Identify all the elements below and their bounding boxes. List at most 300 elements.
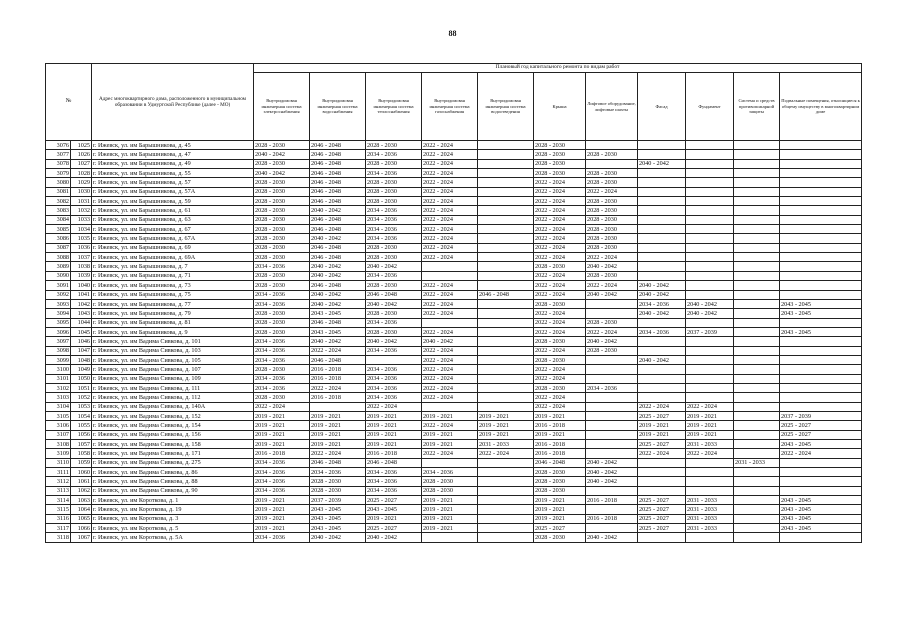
row-work-year: 2031 - 2033: [478, 440, 534, 449]
row-work-year: 2031 - 2033: [686, 440, 734, 449]
row-global-number: 3109: [46, 449, 71, 458]
row-local-number: 1053: [71, 402, 92, 411]
row-work-year: [586, 309, 638, 318]
row-address: г. Ижевск, ул. им Барышникова, д. 67: [92, 225, 254, 234]
row-work-year: 2028 - 2030: [534, 468, 586, 477]
row-work-year: [734, 309, 780, 318]
row-work-year: [478, 355, 534, 364]
row-work-year: [586, 411, 638, 420]
row-work-year: 2046 - 2048: [310, 318, 366, 327]
row-address: г. Ижевск, ул. им Барышникова, д. 69: [92, 243, 254, 252]
row-work-year: 2037 - 2039: [310, 496, 366, 505]
row-work-year: 2022 - 2024: [422, 253, 478, 262]
row-work-year: 2022 - 2024: [422, 374, 478, 383]
row-work-year: [780, 225, 862, 234]
row-work-year: [478, 402, 534, 411]
table-row: [46, 337, 862, 346]
row-work-year: 2040 - 2042: [254, 169, 310, 178]
row-work-year: 2046 - 2048: [310, 141, 366, 150]
row-address: г. Ижевск, ул. им Барышникова, д. 75: [92, 290, 254, 299]
row-work-year: 2016 - 2018: [534, 421, 586, 430]
row-work-year: 2040 - 2042: [310, 337, 366, 346]
row-local-number: 1025: [71, 141, 92, 150]
row-work-year: 2046 - 2048: [310, 150, 366, 159]
row-work-year: 2043 - 2045: [310, 524, 366, 533]
row-work-year: 2028 - 2030: [534, 299, 586, 308]
row-work-year: 2022 - 2024: [534, 281, 586, 290]
row-global-number: 3116: [46, 514, 71, 523]
row-address: г. Ижевск, ул. им Вадима Сивкова, д. 109: [92, 374, 254, 383]
table-row: [46, 299, 862, 308]
row-local-number: 1051: [71, 383, 92, 392]
row-work-year: 2040 - 2042: [310, 290, 366, 299]
row-work-year: 2040 - 2042: [686, 309, 734, 318]
row-work-year: 2034 - 2036: [254, 486, 310, 495]
row-work-year: 2022 - 2024: [422, 225, 478, 234]
row-work-year: [734, 169, 780, 178]
row-work-year: 2046 - 2048: [310, 215, 366, 224]
row-local-number: 1034: [71, 225, 92, 234]
row-address: г. Ижевск, ул. им Барышникова, д. 63: [92, 215, 254, 224]
row-work-year: [478, 281, 534, 290]
row-work-year: 2019 - 2021: [534, 496, 586, 505]
row-work-year: [478, 253, 534, 262]
row-work-year: [780, 365, 862, 374]
table-row: [46, 496, 862, 505]
row-address: г. Ижевск, ул. им Барышникова, д. 73: [92, 281, 254, 290]
row-local-number: 1028: [71, 169, 92, 178]
row-work-year: [478, 514, 534, 523]
row-work-year: 2019 - 2021: [422, 514, 478, 523]
row-global-number: 3112: [46, 477, 71, 486]
row-work-year: 2028 - 2030: [366, 159, 422, 168]
row-work-year: 2019 - 2021: [254, 411, 310, 420]
row-work-year: [780, 243, 862, 252]
row-local-number: 1063: [71, 496, 92, 505]
row-work-year: 2022 - 2024: [534, 225, 586, 234]
row-work-year: 2022 - 2024: [422, 206, 478, 215]
row-work-year: [734, 365, 780, 374]
row-work-year: [734, 421, 780, 430]
row-work-year: [734, 262, 780, 271]
row-work-year: [422, 402, 478, 411]
row-work-year: 2019 - 2021: [534, 505, 586, 514]
row-work-year: [734, 355, 780, 364]
capital-repair-table: [45, 63, 862, 543]
header-number: №: [46, 64, 92, 141]
row-work-year: [686, 234, 734, 243]
row-address: г. Ижевск, ул. им Короткова, д. 5: [92, 524, 254, 533]
row-work-year: 2028 - 2030: [366, 309, 422, 318]
row-global-number: 3103: [46, 393, 71, 402]
row-work-year: 2028 - 2030: [586, 243, 638, 252]
row-address: г. Ижевск, ул. им Вадима Сивкова, д. 111: [92, 383, 254, 392]
table-row: [46, 468, 862, 477]
row-work-year: 2034 - 2036: [586, 383, 638, 392]
row-local-number: 1030: [71, 187, 92, 196]
row-work-year: [686, 458, 734, 467]
row-work-year: [686, 355, 734, 364]
row-work-year: 2028 - 2030: [586, 150, 638, 159]
row-work-year: 2028 - 2030: [254, 206, 310, 215]
row-work-year: [780, 197, 862, 206]
row-work-year: 2022 - 2024: [422, 215, 478, 224]
row-work-year: 2034 - 2036: [366, 486, 422, 495]
row-work-year: [780, 468, 862, 477]
row-local-number: 1042: [71, 299, 92, 308]
row-work-year: 2034 - 2036: [422, 468, 478, 477]
row-work-year: 2022 - 2024: [686, 449, 734, 458]
row-work-year: 2040 - 2042: [366, 337, 422, 346]
row-work-year: 2019 - 2021: [310, 411, 366, 420]
row-local-number: 1065: [71, 514, 92, 523]
row-local-number: 1064: [71, 505, 92, 514]
page-number: 88: [448, 29, 457, 38]
row-work-year: [586, 299, 638, 308]
row-work-year: [780, 337, 862, 346]
row-work-year: 2019 - 2021: [254, 421, 310, 430]
row-work-year: [780, 206, 862, 215]
row-work-year: 2022 - 2024: [422, 346, 478, 355]
table-row: [46, 421, 862, 430]
row-work-year: 2040 - 2042: [586, 290, 638, 299]
row-work-year: 2022 - 2024: [422, 281, 478, 290]
row-work-year: [478, 458, 534, 467]
row-work-year: 2022 - 2024: [534, 243, 586, 252]
table-body: [46, 141, 862, 543]
row-work-year: [734, 402, 780, 411]
row-address: г. Ижевск, ул. им Барышникова, д. 45: [92, 141, 254, 150]
row-address: г. Ижевск, ул. им Вадима Сивкова, д. 171: [92, 449, 254, 458]
row-work-year: 2043 - 2045: [780, 327, 862, 336]
row-work-year: [686, 215, 734, 224]
row-local-number: 1047: [71, 346, 92, 355]
row-work-year: 2034 - 2036: [638, 299, 686, 308]
row-work-year: [686, 178, 734, 187]
row-work-year: [686, 225, 734, 234]
table-row: [46, 197, 862, 206]
row-work-year: 2022 - 2024: [534, 327, 586, 336]
row-global-number: 3079: [46, 169, 71, 178]
row-address: г. Ижевск, ул. им Вадима Сивкова, д. 101: [92, 337, 254, 346]
row-work-year: 2028 - 2030: [254, 393, 310, 402]
row-work-year: 2019 - 2021: [310, 430, 366, 439]
row-work-year: 2016 - 2018: [310, 365, 366, 374]
row-work-year: 2028 - 2030: [254, 234, 310, 243]
row-work-year: 2019 - 2021: [254, 430, 310, 439]
row-work-year: 2034 - 2036: [254, 477, 310, 486]
row-work-year: 2022 - 2024: [422, 290, 478, 299]
row-work-year: 2034 - 2036: [366, 318, 422, 327]
row-work-year: [310, 402, 366, 411]
row-work-year: 2028 - 2030: [422, 486, 478, 495]
row-global-number: 3117: [46, 524, 71, 533]
row-work-year: [638, 468, 686, 477]
row-local-number: 1041: [71, 290, 92, 299]
row-work-year: [478, 383, 534, 392]
row-global-number: 3115: [46, 505, 71, 514]
row-work-year: [638, 346, 686, 355]
row-work-year: [586, 524, 638, 533]
row-address: г. Ижевск, ул. им Короткова, д. 3: [92, 514, 254, 523]
table-row: [46, 271, 862, 280]
row-work-year: 2022 - 2024: [638, 402, 686, 411]
row-address: г. Ижевск, ул. им Барышникова, д. 57А: [92, 187, 254, 196]
header-works-group: Плановый год капитального ремонта по видам работ: [254, 64, 862, 73]
row-work-year: [780, 169, 862, 178]
header-work-type: Крыша: [534, 73, 586, 141]
row-work-year: 2028 - 2030: [586, 346, 638, 355]
row-work-year: 2022 - 2024: [422, 178, 478, 187]
row-local-number: 1050: [71, 374, 92, 383]
row-local-number: 1026: [71, 150, 92, 159]
row-work-year: 2046 - 2048: [366, 290, 422, 299]
row-work-year: 2034 - 2036: [366, 206, 422, 215]
row-work-year: [586, 141, 638, 150]
row-work-year: [734, 486, 780, 495]
row-work-year: 2019 - 2021: [254, 505, 310, 514]
table-row: [46, 169, 862, 178]
row-work-year: [780, 458, 862, 467]
row-global-number: 3090: [46, 271, 71, 280]
row-work-year: 2040 - 2042: [254, 150, 310, 159]
row-work-year: 2019 - 2021: [366, 440, 422, 449]
row-work-year: [734, 393, 780, 402]
row-work-year: 2016 - 2018: [366, 449, 422, 458]
row-work-year: 2028 - 2030: [254, 309, 310, 318]
row-work-year: [734, 524, 780, 533]
table-row: [46, 430, 862, 439]
row-work-year: 2016 - 2018: [310, 393, 366, 402]
row-work-year: 2028 - 2030: [586, 318, 638, 327]
row-address: г. Ижевск, ул. им Барышникова, д. 59: [92, 197, 254, 206]
row-work-year: [686, 253, 734, 262]
row-work-year: [638, 318, 686, 327]
row-global-number: 3087: [46, 243, 71, 252]
row-work-year: [734, 505, 780, 514]
row-work-year: [686, 486, 734, 495]
row-work-year: 2019 - 2021: [422, 440, 478, 449]
row-work-year: [586, 159, 638, 168]
row-work-year: 2028 - 2030: [254, 141, 310, 150]
row-work-year: [780, 271, 862, 280]
row-work-year: [638, 215, 686, 224]
row-work-year: [478, 505, 534, 514]
table-row: [46, 449, 862, 458]
row-address: г. Ижевск, ул. им Вадима Сивкова, д. 90: [92, 486, 254, 495]
row-work-year: 2034 - 2036: [254, 337, 310, 346]
row-work-year: [638, 234, 686, 243]
row-work-year: 2034 - 2036: [254, 290, 310, 299]
row-address: г. Ижевск, ул. им Барышникова, д. 67А: [92, 234, 254, 243]
row-work-year: 2028 - 2030: [534, 355, 586, 364]
row-work-year: [422, 318, 478, 327]
table-row: [46, 262, 862, 271]
row-work-year: 2043 - 2045: [366, 505, 422, 514]
row-work-year: 2028 - 2030: [254, 225, 310, 234]
row-work-year: [686, 383, 734, 392]
row-global-number: 3076: [46, 141, 71, 150]
row-work-year: [686, 290, 734, 299]
row-work-year: [638, 477, 686, 486]
row-address: г. Ижевск, ул. им Вадима Сивкова, д. 105: [92, 355, 254, 364]
row-work-year: [638, 197, 686, 206]
row-work-year: 2028 - 2030: [366, 187, 422, 196]
row-work-year: 2028 - 2030: [534, 486, 586, 495]
table-row: [46, 486, 862, 495]
row-work-year: 2028 - 2030: [254, 281, 310, 290]
row-work-year: 2022 - 2024: [310, 383, 366, 392]
row-work-year: [734, 141, 780, 150]
row-work-year: [586, 421, 638, 430]
row-work-year: 2022 - 2024: [534, 309, 586, 318]
row-work-year: [478, 365, 534, 374]
row-work-year: 2019 - 2021: [422, 411, 478, 420]
row-work-year: 2046 - 2048: [310, 243, 366, 252]
row-work-year: 2016 - 2018: [586, 496, 638, 505]
row-work-year: 2040 - 2042: [686, 299, 734, 308]
row-work-year: 2022 - 2024: [534, 346, 586, 355]
row-global-number: 3091: [46, 281, 71, 290]
header-work-type: Подвальные помещения, относящиеся к общему имуществу в многоквартирном доме: [780, 73, 862, 141]
row-work-year: [734, 514, 780, 523]
row-work-year: [780, 346, 862, 355]
row-work-year: [686, 393, 734, 402]
row-global-number: 3118: [46, 533, 71, 542]
row-work-year: [478, 327, 534, 336]
row-work-year: 2028 - 2030: [310, 477, 366, 486]
row-work-year: 2040 - 2042: [638, 355, 686, 364]
table-row: [46, 215, 862, 224]
row-work-year: [478, 468, 534, 477]
row-work-year: 2022 - 2024: [534, 393, 586, 402]
table-row: [46, 374, 862, 383]
row-work-year: [686, 365, 734, 374]
row-work-year: [686, 169, 734, 178]
row-work-year: 2043 - 2045: [780, 299, 862, 308]
row-global-number: 3082: [46, 197, 71, 206]
row-work-year: [586, 355, 638, 364]
row-work-year: 2022 - 2024: [422, 449, 478, 458]
row-work-year: 2022 - 2024: [534, 253, 586, 262]
row-work-year: 2043 - 2045: [780, 514, 862, 523]
row-work-year: 2019 - 2021: [534, 514, 586, 523]
row-work-year: [478, 234, 534, 243]
row-work-year: 2019 - 2021: [638, 430, 686, 439]
row-work-year: 2025 - 2027: [366, 524, 422, 533]
row-work-year: 2046 - 2048: [310, 187, 366, 196]
row-work-year: 2022 - 2024: [686, 402, 734, 411]
row-work-year: [478, 141, 534, 150]
row-work-year: 2040 - 2042: [310, 533, 366, 542]
row-work-year: [734, 299, 780, 308]
row-work-year: 2028 - 2030: [366, 141, 422, 150]
row-work-year: 2025 - 2027: [638, 524, 686, 533]
header-work-type: Лифтовое оборудование, лифтовые шахты: [586, 73, 638, 141]
row-work-year: [478, 477, 534, 486]
row-work-year: 2028 - 2030: [254, 215, 310, 224]
row-work-year: [686, 318, 734, 327]
row-work-year: [478, 159, 534, 168]
row-work-year: 2022 - 2024: [366, 402, 422, 411]
row-work-year: [638, 337, 686, 346]
row-work-year: 2028 - 2030: [534, 533, 586, 542]
row-work-year: 2028 - 2030: [534, 477, 586, 486]
row-global-number: 3097: [46, 337, 71, 346]
row-address: г. Ижевск, ул. им Короткова, д. 1: [92, 496, 254, 505]
row-work-year: 2028 - 2030: [422, 477, 478, 486]
row-work-year: 2034 - 2036: [254, 355, 310, 364]
row-local-number: 1055: [71, 421, 92, 430]
row-work-year: 2028 - 2030: [586, 225, 638, 234]
row-work-year: 2022 - 2024: [586, 327, 638, 336]
row-work-year: [478, 243, 534, 252]
row-work-year: 2031 - 2033: [686, 505, 734, 514]
row-address: г. Ижевск, ул. им Барышникова, д. 55: [92, 169, 254, 178]
row-work-year: 2022 - 2024: [422, 393, 478, 402]
row-global-number: 3114: [46, 496, 71, 505]
row-global-number: 3083: [46, 206, 71, 215]
row-work-year: 2043 - 2045: [780, 440, 862, 449]
row-work-year: 2022 - 2024: [534, 365, 586, 374]
table-row: [46, 318, 862, 327]
row-work-year: [686, 468, 734, 477]
row-work-year: 2028 - 2030: [586, 215, 638, 224]
row-work-year: 2028 - 2030: [586, 197, 638, 206]
row-work-year: 2034 - 2036: [366, 346, 422, 355]
row-work-year: 2028 - 2030: [586, 271, 638, 280]
row-work-year: 2040 - 2042: [310, 206, 366, 215]
row-work-year: 2019 - 2021: [478, 421, 534, 430]
row-local-number: 1037: [71, 253, 92, 262]
row-work-year: [638, 225, 686, 234]
row-work-year: 2022 - 2024: [422, 309, 478, 318]
row-address: г. Ижевск, ул. им Барышникова, д. 79: [92, 309, 254, 318]
row-work-year: 2025 - 2027: [780, 430, 862, 439]
row-work-year: [638, 262, 686, 271]
row-work-year: 2022 - 2024: [310, 346, 366, 355]
row-work-year: 2040 - 2042: [366, 262, 422, 271]
row-work-year: 2040 - 2042: [586, 262, 638, 271]
row-work-year: 2019 - 2021: [366, 430, 422, 439]
row-work-year: 2019 - 2021: [366, 421, 422, 430]
row-work-year: 2022 - 2024: [534, 290, 586, 299]
row-work-year: 2046 - 2048: [310, 169, 366, 178]
row-work-year: 2034 - 2036: [254, 299, 310, 308]
row-work-year: [586, 365, 638, 374]
row-work-year: [586, 393, 638, 402]
row-global-number: 3084: [46, 215, 71, 224]
row-work-year: 2022 - 2024: [422, 141, 478, 150]
row-work-year: [734, 225, 780, 234]
row-work-year: [638, 365, 686, 374]
row-work-year: 2028 - 2030: [254, 159, 310, 168]
row-local-number: 1040: [71, 281, 92, 290]
row-address: г. Ижевск, ул. им Вадима Сивкова, д. 112: [92, 393, 254, 402]
row-address: г. Ижевск, ул. им Вадима Сивкова, д. 275: [92, 458, 254, 467]
row-work-year: [780, 215, 862, 224]
row-work-year: [638, 187, 686, 196]
table-row: [46, 365, 862, 374]
row-work-year: 2028 - 2030: [586, 169, 638, 178]
row-work-year: 2034 - 2036: [366, 374, 422, 383]
row-work-year: 2019 - 2021: [254, 524, 310, 533]
row-work-year: [638, 253, 686, 262]
row-work-year: 2028 - 2030: [254, 253, 310, 262]
row-work-year: [638, 383, 686, 392]
row-work-year: [734, 430, 780, 439]
header-work-type: Внутридомовая инженерная система электроснабжения: [254, 73, 310, 141]
